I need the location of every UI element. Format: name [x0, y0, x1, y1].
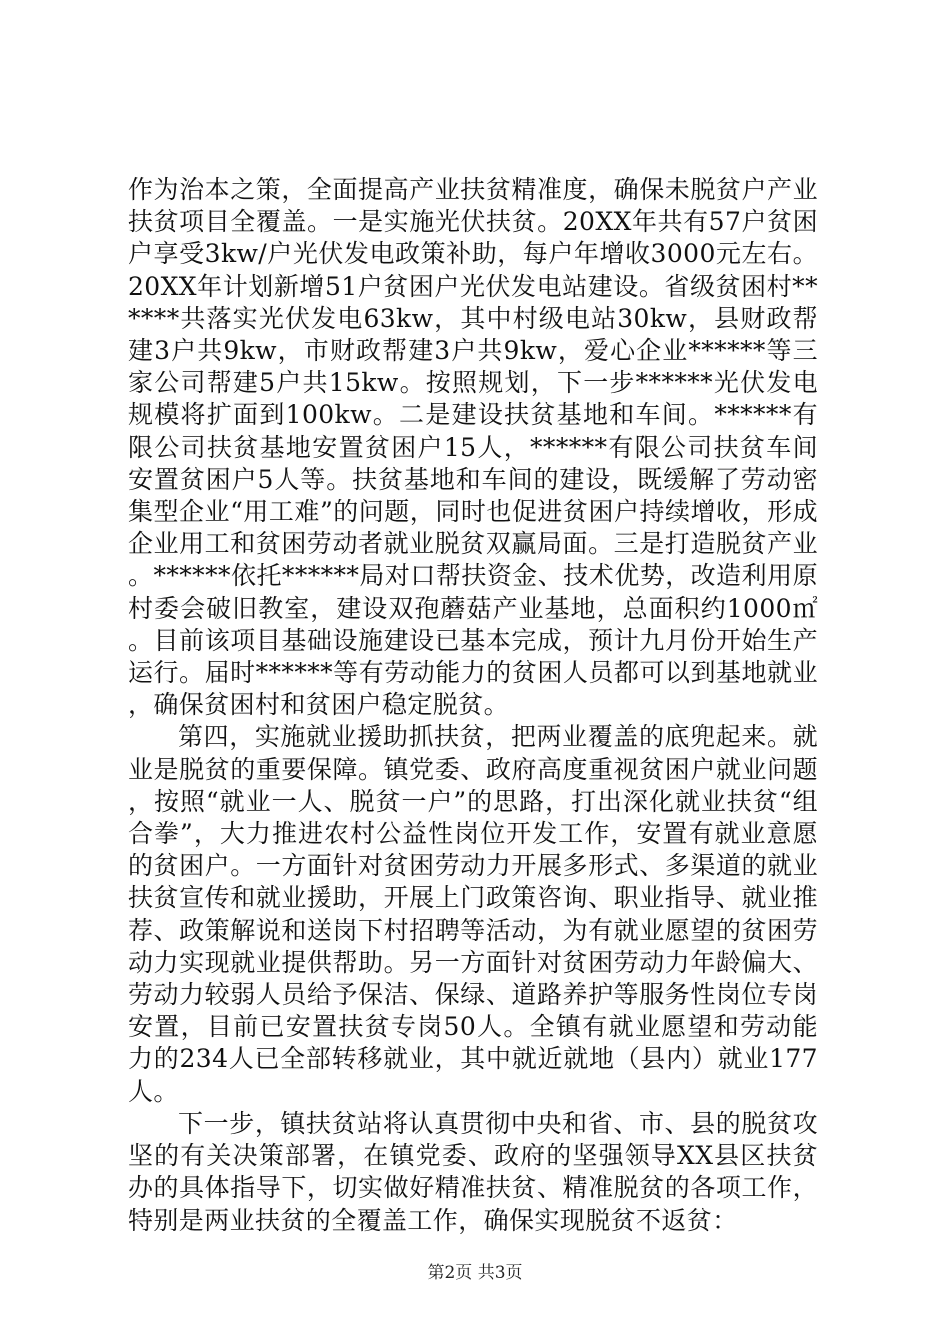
document-body — [128, 174, 818, 1237]
page-number-footer: 第2页 共3页 — [427, 1263, 523, 1283]
paragraph-2: 第四，实施就业援助抓扶贫，把两业覆盖的底兜起来。就业是脱贫的重要保障。镇党委、政府高度重视贫困户就业问题，按照“就业一人、脱贫一户”的思路，打出深化就业扶贫“组合拳”，大力推进农村公益性岗位开发工作，安置有就业意愿的贫困户。一方面针对贫困劳动力开展多形式、多渠道的就业扶贫宣传和就业援助，开展上门政策咨询、职业指导、就业推荐、政策解说和送岗下村招聘等活动，为有就业愿望的贫困劳动力实现就业提供帮助。另一方面针对贫困劳动力年龄偏大、劳动力较弱人员给予保洁、保绿、道路养护等服务性岗位专岗安置，目前已安置扶贫专岗50人。全镇有就业愿望和劳动能力的234人已全部转移就业，其中就近就地（县内）就业177人。 — [128, 722, 818, 1106]
paragraph-1: 作为治本之策，全面提高产业扶贫精准度，确保未脱贫户产业扶贫项目全覆盖。一是实施光伏扶贫。20XX年共有57户贫困户享受3kw/户光伏发电政策补助，每户年增收3000元左右。20XX年计划新增51户贫困户光伏发电站建设。省级贫困村******共落实光伏发电63kw，其中村级电站30kw，县财政帮建3户共9kw，市财政帮建3户共9kw，爱心企业******等三家公司帮建5户共15kw。按照规划，下一步******光伏发电规模将扩面到100kw。二是建设扶贫基地和车间。******有限公司扶贫基地安置贫困户15人，******有限公司扶贫车间安置贫困户5人等。扶贫基地和车间的建设，既缓解了劳动密集型企业“用工难”的问题，同时也促进贫困户持续增收，形成企业用工和贫困劳动者就业脱贫双赢局面。三是打造脱贫产业。******依托******局对口帮扶资金、技术优势，改造利用原村委会破旧教室，建设双孢蘑菇产业基地，总面积约1000㎡。目前该项目基础设施建设已基本完成，预计九月份开始生产运行。届时******等有劳动能力的贫困人员都可以到基地就业，确保贫困村和贫困户稳定脱贫。 — [128, 175, 818, 720]
paragraph-3: 下一步，镇扶贫站将认真贯彻中央和省、市、县的脱贫攻坚的有关决策部署，在镇党委、政府的坚强领导XX县区扶贫办的具体指导下，切实做好精准扶贫、精准脱贫的各项工作，特别是两业扶贫的全覆盖工作，确保实现脱贫不返贫： — [128, 1108, 818, 1235]
